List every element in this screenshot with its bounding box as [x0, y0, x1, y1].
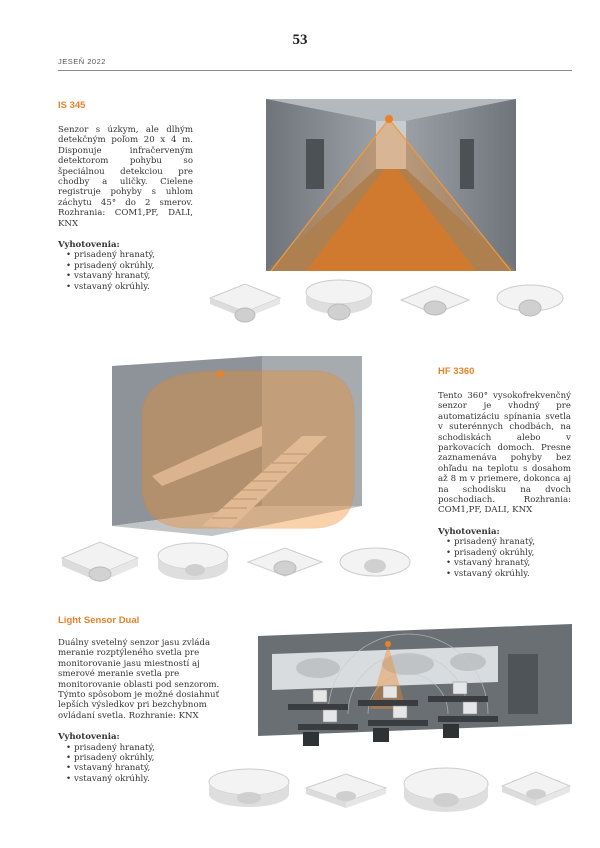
variants-label: Vyhotovenia:	[438, 526, 500, 537]
sensor-round-surface-icon	[205, 766, 293, 816]
sensor-square-flush-icon	[244, 542, 326, 588]
list-item: • prisadený okrúhly,	[66, 753, 238, 763]
list-item: • vstavaný okrúhly.	[66, 282, 193, 292]
variants-label: Vyhotovenia:	[58, 732, 120, 743]
section-title: HF 3360	[438, 366, 475, 377]
page-number: 53	[292, 32, 308, 48]
list-item: • prisadený okrúhly,	[66, 261, 193, 271]
list-item: • vstavaný okrúhly.	[66, 774, 238, 784]
list-item: • prisadený hranatý,	[446, 537, 571, 547]
office-illustration	[258, 624, 572, 754]
section-light-sensor-text	[58, 615, 238, 784]
staircase-illustration	[112, 356, 424, 536]
issue-label: JESEŇ 2022	[58, 57, 106, 66]
section-title: IS 345	[58, 100, 86, 111]
sensor-round-flush-icon	[494, 280, 566, 324]
section-hf3360-text	[438, 366, 571, 579]
section-body: Duálny svetelný senzor jasu zvláda meranie rozptýleného svetla pre monitorovanie jasu miestností aj smerové meranie svetla pre monitorovanie oblasti pod senzorom. Týmto spôsobom je možné dosiahnuť lepších výsledkov pri bezchybnom ovládaní svetla. Rozhranie: KNX	[58, 638, 220, 721]
sensor-round-surface-icon	[155, 540, 231, 590]
header-divider	[58, 70, 572, 71]
list-item: • prisadený hranatý,	[66, 743, 238, 753]
corridor-illustration	[266, 99, 516, 271]
sensor-round-surface-icon	[303, 276, 375, 326]
list-item: • prisadený okrúhly,	[446, 548, 571, 558]
sensor-square-flush-icon	[397, 280, 473, 324]
sensor-round-flush-icon	[400, 764, 492, 818]
variants-list	[58, 250, 193, 292]
variants-list	[438, 537, 571, 579]
sensor-square-surface-icon	[205, 278, 285, 326]
list-item: • vstavaný hranatý,	[66, 271, 193, 281]
list-item: • prisadený hranatý,	[66, 250, 193, 260]
list-item: • vstavaný hranatý,	[446, 558, 571, 568]
list-item: • vstavaný okrúhly.	[446, 569, 571, 579]
sensor-square-flush-icon	[498, 766, 574, 814]
section-body: Senzor s úzkym, ale dlhým detekčným poľom 20 x 4 m. Disponuje infračerveným detektorom pohybu so špeciálnou detekciou pre chodby a uličky. Cielene registruje pohyby s uhlom záchytu 45° do 2 smerov. Rozhrania: COM1,PF, DALI, KNX	[58, 125, 193, 229]
sensor-square-surface-icon	[302, 768, 390, 814]
section-is345-text	[58, 100, 193, 292]
sensor-round-flush-icon	[337, 542, 413, 588]
variants-label: Vyhotovenia:	[58, 240, 120, 251]
section-body: Tento 360° vysokofrekvenčný senzor je vhodný pre automatizáciu spínania svetla v suterénnych chodbách, na schodiskách alebo v parkovacích domoch. Presne zaznamenáva pohyby bez ohľadu na teplotu s dosahom až 8 m v priemere, dokonca aj na schodisku na dvoch poschodiach. Rozhrania: COM1,PF, DALI, KNX	[438, 391, 571, 516]
list-item: • vstavaný hranatý,	[66, 763, 238, 773]
sensor-square-surface-icon	[58, 538, 142, 590]
section-title: Light Sensor Dual	[58, 615, 140, 626]
